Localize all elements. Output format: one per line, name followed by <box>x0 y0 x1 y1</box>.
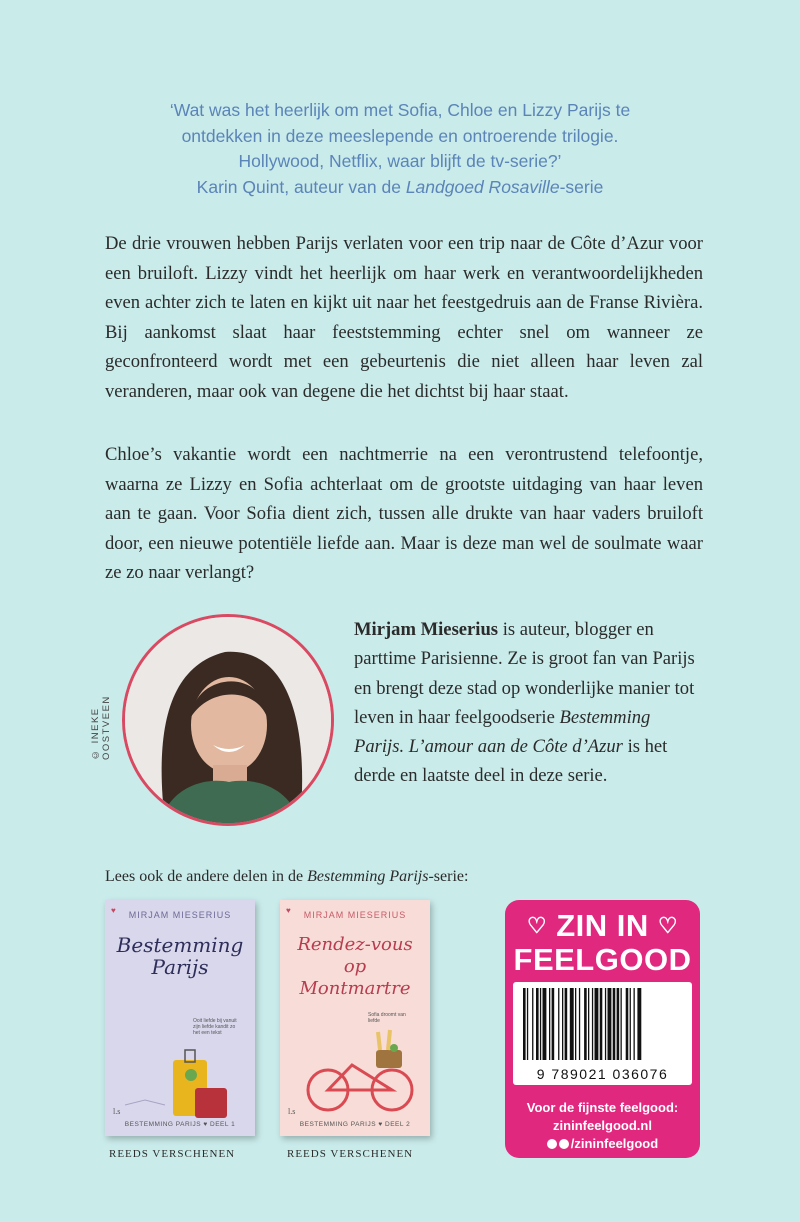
book-status-2: REEDS VERSCHENEN <box>287 1148 414 1160</box>
heart-icon: ♥ <box>286 906 291 915</box>
book-title: Rendez-vous op Montmartre <box>297 934 413 999</box>
brand-logo-line2: FEELGOOD <box>513 942 692 977</box>
panel-website: zininfeelgood.nl <box>553 1118 652 1133</box>
book-cover-1 <box>105 900 255 1136</box>
attribution-series: Landgoed Rosaville <box>405 176 560 197</box>
book-author: MIRJAM MIESERIUS <box>303 910 407 920</box>
book-status-1: REEDS VERSCHENEN <box>109 1148 236 1160</box>
brand-text: ZIN IN <box>556 908 649 943</box>
heart-icon: ♥ <box>111 906 116 915</box>
book-series-footer: BESTEMMING PARIJS ♥ DEEL 1 <box>124 1121 236 1128</box>
instagram-icon <box>559 1139 569 1149</box>
series-intro <box>105 868 468 886</box>
book-cover-2 <box>280 900 430 1136</box>
series-intro-suffix: -serie: <box>428 868 469 885</box>
social-handle: /zininfeelgood <box>570 1136 659 1151</box>
bicycle-illustration <box>280 900 430 1136</box>
attribution-text: Karin Quint, auteur van de <box>196 176 406 197</box>
publisher-logo: l.s <box>113 1107 121 1116</box>
barcode <box>513 982 692 1085</box>
bio-text-end: is het derde en laatste deel in deze serie. <box>354 736 668 787</box>
author-bio <box>354 615 704 791</box>
brand-logo-line1 <box>505 908 700 944</box>
series-intro-text: Lees ook de andere delen in de <box>105 868 308 885</box>
author-photo <box>122 614 334 826</box>
heart-outline-icon: ♡ <box>526 913 548 938</box>
panel-social <box>505 1136 700 1151</box>
quote-line: Hollywood, Netflix, waar blijft de tv-serie?’ <box>238 151 562 171</box>
endorsement-quote <box>70 98 730 200</box>
author-portrait-image <box>125 617 331 823</box>
author-name: Mirjam Mieserius <box>354 619 499 640</box>
isbn-number: 9 789021 036076 <box>536 1066 669 1082</box>
quote-line: ‘Wat was het heerlijk om met Sofia, Chloe en Lizzy Parijs te <box>169 100 631 120</box>
heart-outline-icon: ♡ <box>657 913 679 938</box>
book-tagline: Ooit liefde bij vanuit zijn liefde kandit zo het een tekst <box>193 1018 237 1036</box>
photo-credit: © INEKE OOSTVEEN <box>90 695 112 760</box>
attribution-suffix: -serie <box>559 176 604 197</box>
bio-text: is auteur, blogger en parttime Parisienne. Ze is groot fan van Parijs en brengt deze stad op wonderlijke manier tot leven in haar feelgoodserie <box>354 619 695 728</box>
bio-series-title: Bestemming Parijs. L’amour aan de Côte d’Azur <box>354 706 651 758</box>
book-series-footer: BESTEMMING PARIJS ♥ DEEL 2 <box>299 1121 411 1128</box>
book-tagline: Sofia droomt van liefde <box>368 1012 406 1024</box>
series-intro-title: Bestemming Parijs <box>307 868 429 885</box>
panel-tagline: Voor de fijnste feelgood: <box>526 1100 679 1115</box>
barcode-bars <box>521 988 684 1060</box>
facebook-icon <box>547 1139 557 1149</box>
blurb-paragraph-2: Chloe’s vakantie wordt een nachtmerrie na een verontrustend telefoontje, waarna ze Lizzy en Sofia achterlaat om de grootste uitdaging van haar leven aan te gaan. Voor Sofia dient zich, tussen alle drukte van haar vaders bruiloft door, een nieuwe potentiële liefde aan. Maar is deze man wel de soulmate waar ze zo naar verlangt? <box>105 444 703 583</box>
book-author: MIRJAM MIESERIUS <box>128 910 232 920</box>
quote-attribution <box>70 175 730 201</box>
brand-panel <box>505 900 700 1158</box>
publisher-logo: l.s <box>288 1107 296 1116</box>
blurb-paragraph-1: De drie vrouwen hebben Parijs verlaten voor een trip naar de Côte d’Azur voor een bruiloft. Lizzy vindt het heerlijk om haar werk en verantwoordelijkheden even achter zich te laten en kijkt uit naar het feestgedruis aan de Franse Rivièra. Bij aankomst slaat haar feeststemming echter snel om wanneer ze geconfronteerd wordt met een gebeurtenis die niet alleen haar leven zal veranderen, maar ook van degene die het dichtst bij haar staat. <box>105 233 703 402</box>
suitcase-illustration <box>105 900 255 1136</box>
quote-line: ontdekken in deze meeslepende en ontroerende trilogie. <box>181 125 619 146</box>
book-title: Bestemming Parijs <box>116 933 244 979</box>
